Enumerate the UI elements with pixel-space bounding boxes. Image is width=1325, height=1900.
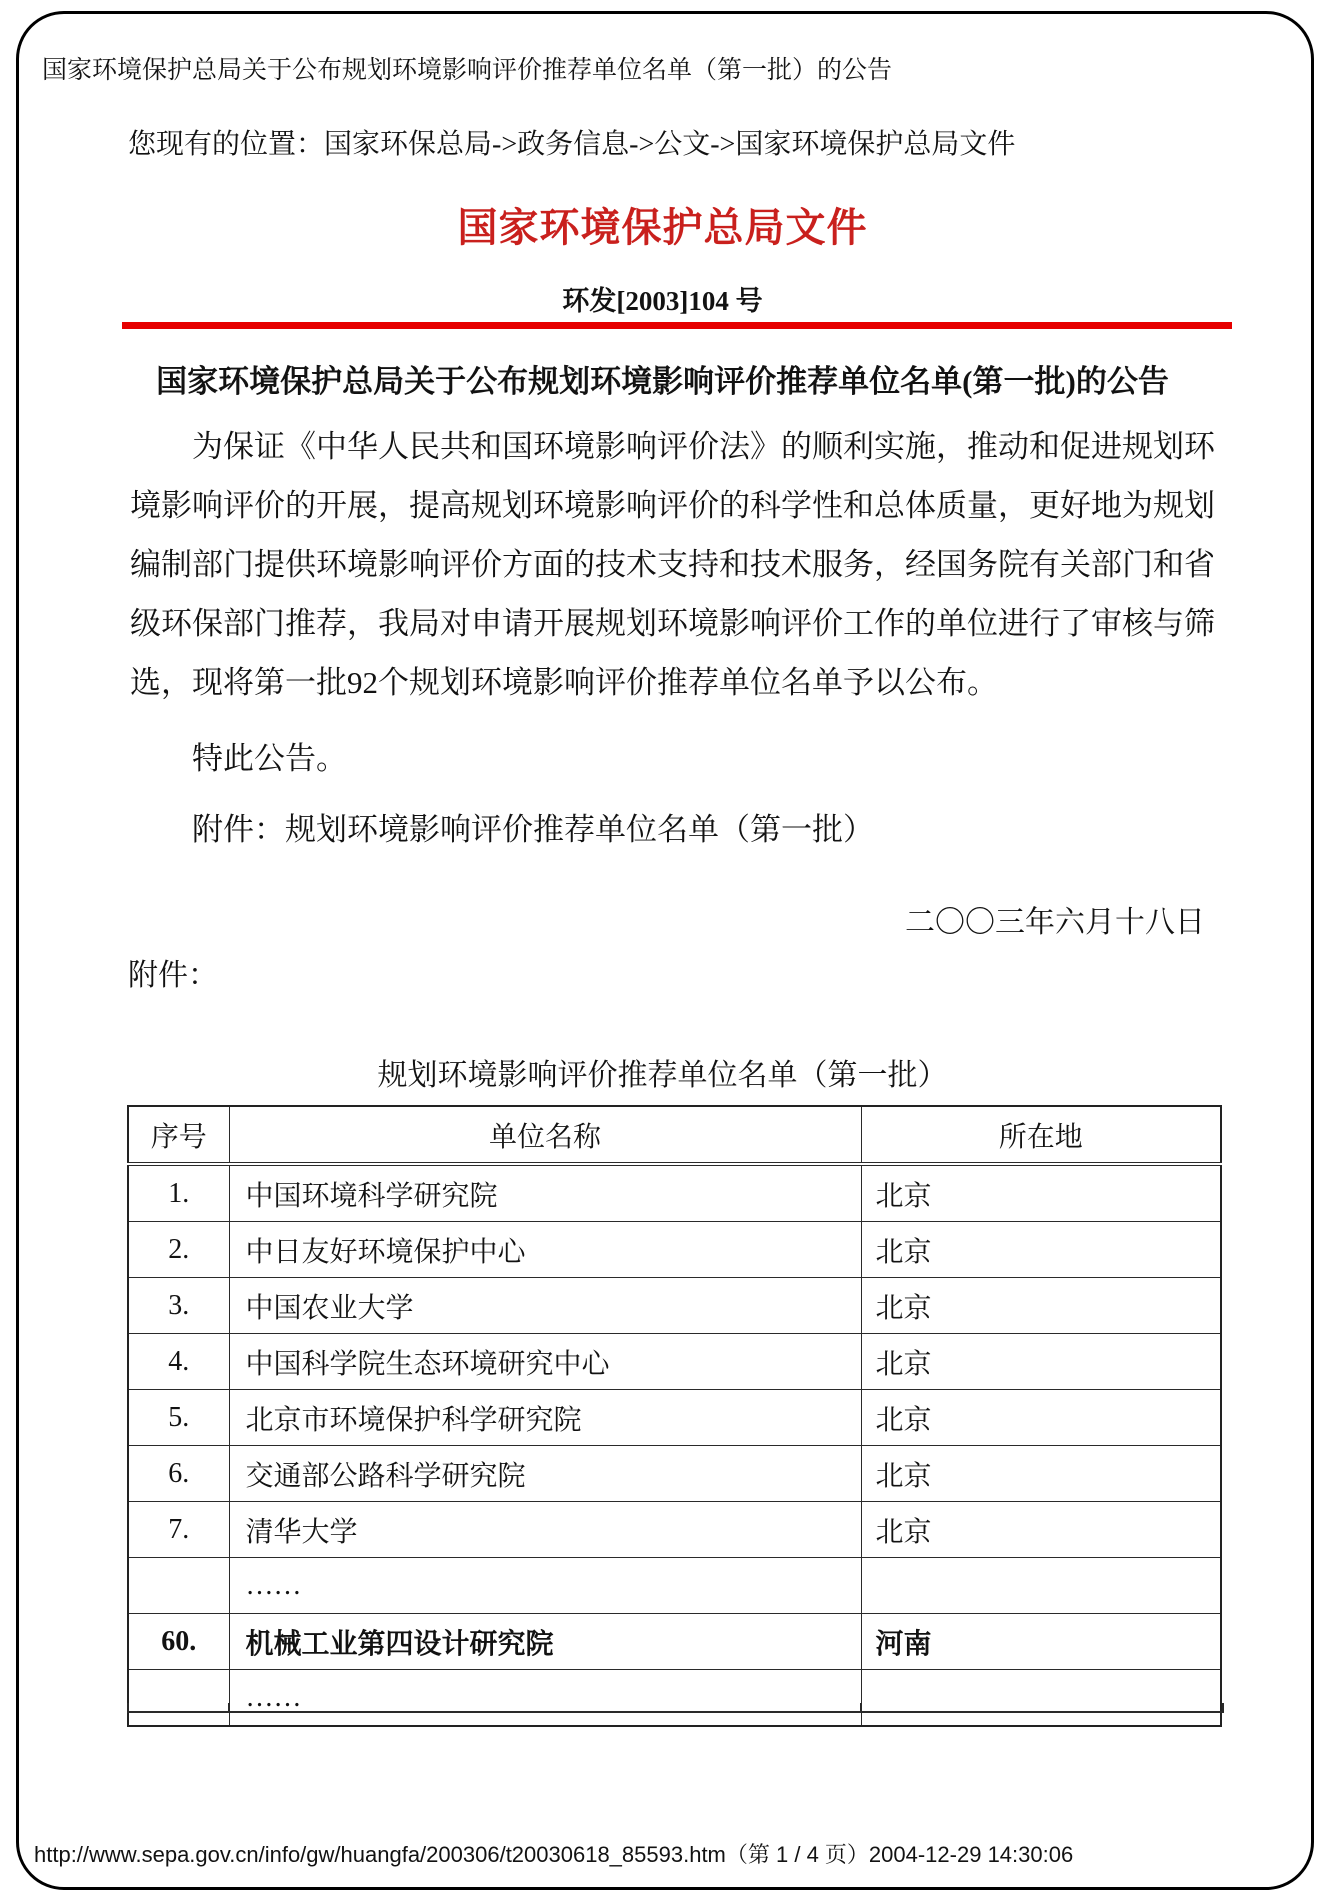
- header-col-number: 序号: [128, 1106, 229, 1164]
- cell-location: 河南: [861, 1614, 1221, 1670]
- table-row: [128, 1614, 1221, 1670]
- cell-row-number: 6.: [128, 1446, 229, 1502]
- closing-line: 特此公告。: [192, 741, 347, 776]
- header-col-location: 所在地: [861, 1106, 1221, 1164]
- cell-unit-name: 交通部公路科学研究院: [229, 1446, 861, 1502]
- cell-unit-name: 中国环境科学研究院: [229, 1164, 861, 1222]
- letterhead-title: 国家环境保护总局文件: [457, 205, 868, 250]
- attachment-note: 附件：规划环境影响评价推荐单位名单（第一批）: [192, 812, 874, 847]
- cell-location: 北京: [861, 1164, 1221, 1222]
- cell-location: 北京: [861, 1390, 1221, 1446]
- table-title: 规划环境影响评价推荐单位名单（第一批）: [377, 1059, 948, 1092]
- units-table: [127, 1105, 1222, 1727]
- paragraph-line: 选，现将第一批92个规划环境影响评价推荐单位名单予以公布。: [130, 665, 998, 700]
- cell-unit-name: 中日友好环境保护中心: [229, 1222, 861, 1278]
- cell-unit-name: ……: [229, 1558, 861, 1614]
- cell-location: 北京: [861, 1222, 1221, 1278]
- cell-row-number: 2.: [128, 1222, 229, 1278]
- cell-row-number: 60.: [128, 1614, 229, 1670]
- table-header-row: [128, 1106, 1221, 1164]
- paragraph-line: 编制部门提供环境影响评价方面的技术支持和技术服务，经国务院有关部门和省: [130, 547, 1215, 582]
- cell-unit-name: 北京市环境保护科学研究院: [229, 1390, 861, 1446]
- cell-location: 北京: [861, 1278, 1221, 1334]
- table-row: [128, 1390, 1221, 1446]
- table-stub-divider: [860, 1703, 861, 1711]
- cell-location: [861, 1670, 1221, 1727]
- doc-number: 环发[2003]104 号: [562, 286, 763, 316]
- footer-url: http://www.sepa.gov.cn/info/gw/huangfa/200306/t20030618_85593.htm（第 1 / 4 页）2004-12-29 14:30:06: [34, 1842, 1074, 1867]
- paragraph-line: 级环保部门推荐，我局对申请开展规划环境影响评价工作的单位进行了审核与筛: [130, 606, 1215, 641]
- units-table-body: [128, 1164, 1221, 1726]
- cell-location: [861, 1558, 1221, 1614]
- cell-unit-name: 中国农业大学: [229, 1278, 861, 1334]
- table-row: [128, 1670, 1221, 1727]
- table-row: [128, 1446, 1221, 1502]
- cell-row-number: 1.: [128, 1164, 229, 1222]
- table-clipped-row: [127, 1703, 1224, 1713]
- cell-row-number: [128, 1670, 229, 1727]
- cell-row-number: 3.: [128, 1278, 229, 1334]
- table-row: [128, 1502, 1221, 1558]
- paragraph-line: 为保证《中华人民共和国环境影响评价法》的顺利实施，推动和促进规划环: [192, 429, 1215, 464]
- table-row: [128, 1278, 1221, 1334]
- announcement-heading: 国家环境保护总局关于公布规划环境影响评价推荐单位名单(第一批)的公告: [156, 364, 1169, 399]
- cell-row-number: 5.: [128, 1390, 229, 1446]
- cell-unit-name: 机械工业第四设计研究院: [229, 1614, 861, 1670]
- cell-unit-name: 中国科学院生态环境研究中心: [229, 1334, 861, 1390]
- table-row: [128, 1222, 1221, 1278]
- paragraph-line: 境影响评价的开展，提高规划环境影响评价的科学性和总体质量，更好地为规划: [130, 488, 1215, 523]
- breadcrumb: 您现有的位置：国家环保总局->政务信息->公文->国家环境保护总局文件: [128, 129, 1016, 160]
- table-row: [128, 1334, 1221, 1390]
- cell-row-number: [128, 1558, 229, 1614]
- red-divider-rule: [122, 322, 1232, 329]
- cell-unit-name: 清华大学: [229, 1502, 861, 1558]
- attachment-label: 附件：: [128, 959, 218, 992]
- cell-location: 北京: [861, 1446, 1221, 1502]
- cell-unit-name: ……: [229, 1670, 861, 1727]
- doc-title-line: 国家环境保护总局关于公布规划环境影响评价推荐单位名单（第一批）的公告: [42, 57, 893, 84]
- table-row: [128, 1558, 1221, 1614]
- cell-row-number: 4.: [128, 1334, 229, 1390]
- cell-row-number: 7.: [128, 1502, 229, 1558]
- cell-location: 北京: [861, 1334, 1221, 1390]
- table-stub-divider: [228, 1703, 229, 1711]
- cell-location: 北京: [861, 1502, 1221, 1558]
- table-row: [128, 1164, 1221, 1222]
- body-paragraph: [130, 417, 1238, 712]
- issue-date: 二〇〇三年六月十八日: [905, 906, 1205, 939]
- header-col-unit-name: 单位名称: [229, 1106, 861, 1164]
